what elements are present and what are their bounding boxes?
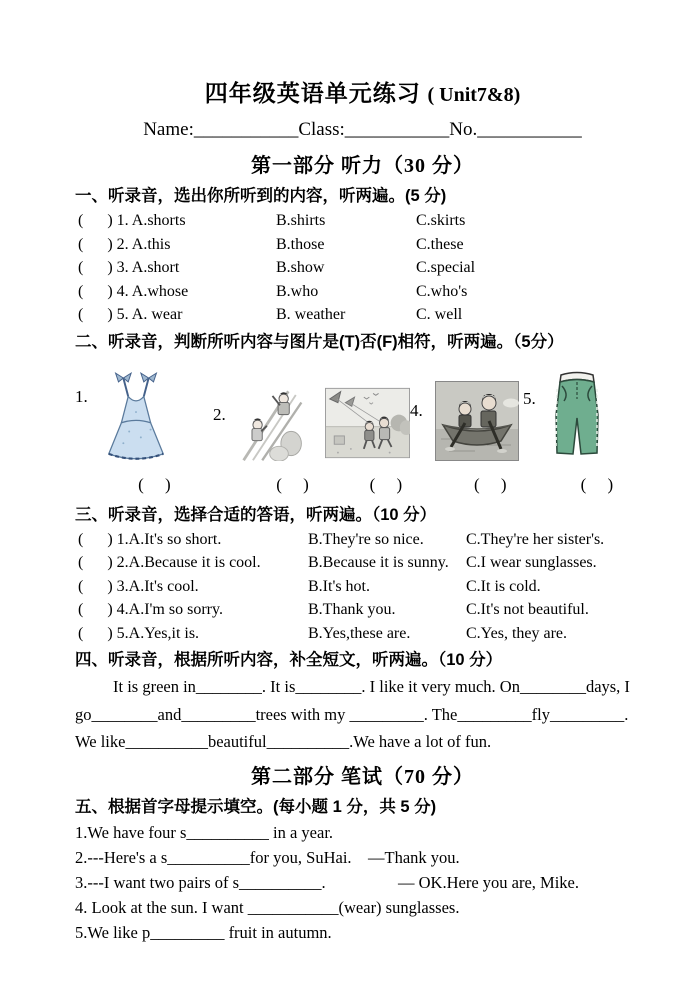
section3-title: 三、听录音，选择合适的答语，听两遍。（10 分） bbox=[75, 505, 437, 524]
passage-line: go________and_________trees with my _________. The_________fly_________. bbox=[75, 704, 629, 724]
option-c: C.skirts bbox=[416, 212, 466, 229]
fill-blank-item bbox=[75, 895, 650, 920]
part2-heading: 第二部分 笔试（70 分） bbox=[251, 765, 474, 788]
fill-blank-text: 5.We like p_________ fruit in autumn. bbox=[75, 922, 332, 942]
option-b: B. weather bbox=[276, 306, 346, 323]
fill-blank-text: 1.We have four s__________ in a year. bbox=[75, 822, 334, 842]
fill-blank-reply: —Thank you. bbox=[368, 847, 460, 867]
section2-picture-row bbox=[75, 361, 650, 461]
fill-blank-text: 4. Look at the sun. I want ___________(wear) sunglasses. bbox=[75, 897, 460, 917]
passage-line: It is green in________. It is________. I like it very much. On________days, I bbox=[113, 677, 630, 696]
section4-title: 四、听录音，根据所听内容，补全短文，听两遍。（10 分） bbox=[75, 651, 503, 669]
children-rowing-boat-image bbox=[435, 381, 519, 461]
passage-line: We like__________beautiful__________.We have a lot of fun. bbox=[75, 732, 492, 751]
children-flying-kites-image bbox=[325, 385, 410, 461]
question-row bbox=[75, 209, 650, 233]
option-c: C.I wear sunglasses. bbox=[466, 554, 597, 571]
question-row bbox=[75, 528, 650, 552]
picture-number: 2. bbox=[213, 404, 226, 424]
page-title bbox=[75, 78, 650, 111]
option-b: B.It's hot. bbox=[308, 577, 370, 595]
cloze-passage bbox=[75, 673, 650, 756]
answer-blank: ( ) bbox=[369, 474, 403, 494]
fill-blank-reply: — OK.Here you are, Mike. bbox=[398, 872, 579, 892]
picture-number: 5. bbox=[523, 388, 536, 408]
option-a: ( ) 1.A.It's so short. bbox=[78, 530, 222, 548]
section2-answer-row bbox=[75, 473, 650, 497]
section2-title: 二、听录音，判断所听内容与图片是(T)否(F)相符，听两遍。（5分） bbox=[75, 332, 564, 351]
question-row bbox=[75, 256, 650, 280]
picture-number: 1. bbox=[75, 386, 88, 406]
fill-blank-item bbox=[75, 920, 650, 945]
option-c: C.special bbox=[416, 259, 476, 276]
page-title-unit: ( Unit7&8) bbox=[427, 84, 521, 106]
option-b: B.Because it is sunny. bbox=[308, 554, 449, 571]
option-c: C.It's not beautiful. bbox=[466, 601, 589, 618]
picture-number: 4. bbox=[410, 400, 423, 420]
page-title-chinese: 四年级英语单元练习 bbox=[204, 81, 421, 106]
children-climbing-hill-image bbox=[238, 385, 303, 461]
question-row bbox=[75, 598, 650, 622]
fill-blank-text: 3.---I want two pairs of s__________. bbox=[75, 872, 326, 892]
fill-blank-text: 2.---Here's a s__________for you, SuHai. bbox=[75, 847, 352, 867]
section1-question-list bbox=[75, 209, 650, 327]
question-row bbox=[75, 280, 650, 304]
section1-title: 一、听录音，选出你所听到的内容，听两遍。(5 分) bbox=[75, 187, 447, 205]
fill-blank-item bbox=[75, 820, 650, 845]
fill-blank-item bbox=[75, 870, 650, 895]
option-a: ( ) 1. A.shorts bbox=[78, 212, 186, 229]
option-a: ( ) 4. A.whose bbox=[78, 282, 189, 300]
answer-blank: ( ) bbox=[580, 474, 614, 494]
option-b: B.Yes,these are. bbox=[308, 624, 411, 642]
picture-item-4 bbox=[410, 381, 523, 461]
question-row bbox=[75, 233, 650, 257]
option-a: ( ) 4.A.I'm so sorry. bbox=[78, 601, 223, 618]
option-c: C.who's bbox=[416, 282, 468, 300]
section5-title: 五、根据首字母提示填空。(每小题 1 分，共 5 分) bbox=[75, 797, 437, 816]
option-a: ( ) 2.A.Because it is cool. bbox=[78, 554, 261, 571]
picture-item-5 bbox=[523, 369, 635, 461]
option-c: C.They're her sister's. bbox=[466, 530, 605, 548]
option-b: B.show bbox=[276, 259, 325, 276]
option-c: C.Yes, they are. bbox=[466, 624, 568, 642]
section3-question-list bbox=[75, 528, 650, 646]
section5-question-list bbox=[75, 820, 650, 945]
option-b: B.who bbox=[276, 282, 319, 300]
option-a: ( ) 5. A. wear bbox=[78, 306, 183, 323]
question-row bbox=[75, 303, 650, 327]
option-a: ( ) 3.A.It's cool. bbox=[78, 577, 199, 595]
option-b: B.Thank you. bbox=[308, 601, 396, 618]
name-class-no-line: Name:___________Class:___________No.___________ bbox=[143, 119, 582, 140]
picture-item-3 bbox=[303, 385, 410, 461]
fill-blank-item bbox=[75, 845, 650, 870]
answer-blank: ( ) bbox=[138, 474, 171, 494]
option-c: C.It is cold. bbox=[466, 577, 541, 595]
blue-dress-image bbox=[100, 367, 172, 461]
question-row bbox=[75, 575, 650, 599]
picture-item-1 bbox=[75, 367, 213, 461]
option-a: ( ) 2. A.this bbox=[78, 235, 171, 253]
green-trousers-image bbox=[548, 369, 606, 461]
option-c: C.these bbox=[416, 235, 464, 253]
answer-blank: ( ) bbox=[473, 474, 507, 494]
question-row bbox=[75, 551, 650, 575]
picture-item-2 bbox=[213, 385, 303, 461]
question-row bbox=[75, 622, 650, 646]
answer-blank: ( ) bbox=[276, 474, 309, 494]
option-c: C. well bbox=[416, 306, 463, 323]
option-b: B.shirts bbox=[276, 212, 326, 229]
option-a: ( ) 5.A.Yes,it is. bbox=[78, 624, 200, 642]
option-b: B.They're so nice. bbox=[308, 530, 424, 548]
part1-heading: 第一部分 听力（30 分） bbox=[251, 155, 474, 177]
option-b: B.those bbox=[276, 235, 325, 253]
option-a: ( ) 3. A.short bbox=[78, 259, 180, 276]
